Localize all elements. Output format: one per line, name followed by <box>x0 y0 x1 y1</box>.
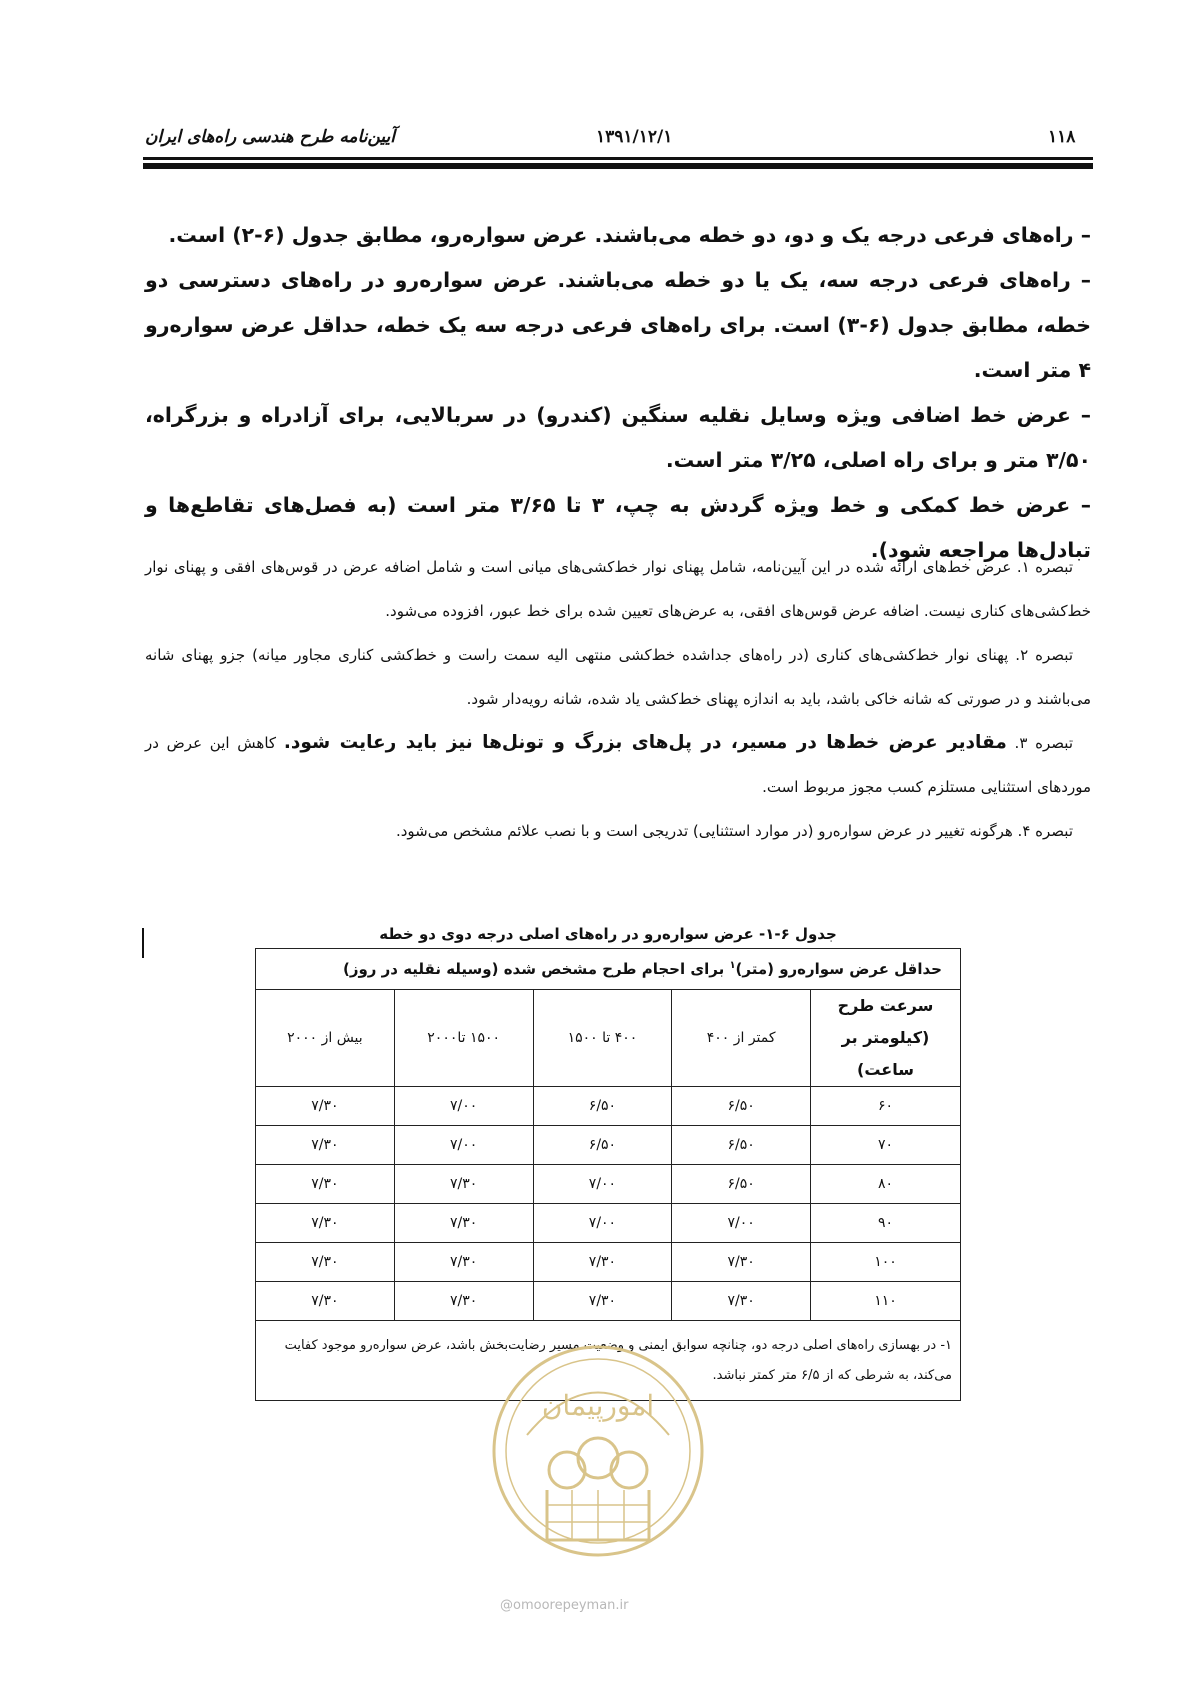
table-cell: ۶/۵۰ <box>672 1165 811 1204</box>
header-rule-thick <box>143 163 1093 169</box>
span-header-rest: برای احجام طرح مشخص شده (وسیله نقلیه در روز) <box>342 960 725 978</box>
table-cell: ۷/۳۰ <box>394 1243 533 1282</box>
watermark-seal-text: امورپیمان <box>541 1389 655 1422</box>
watermark-site: @omoorepeyman.ir <box>500 1598 629 1613</box>
table-cell: ۱۱۰ <box>810 1282 960 1321</box>
table-cell: ۷۰ <box>810 1126 960 1165</box>
table-cell: ۹۰ <box>810 1204 960 1243</box>
table-cell: ۸۰ <box>810 1165 960 1204</box>
table-cell: ۷/۰۰ <box>394 1126 533 1165</box>
note-3-label: تبصره ۳. <box>1014 734 1073 752</box>
footnote-marker: ۱ <box>729 960 736 971</box>
table-cell: ۱۰۰ <box>810 1243 960 1282</box>
bullet-item: – راه‌های فرعی درجه یک و دو، دو خطه می‌باشند. عرض سواره‌رو، مطابق جدول (۶-۲) است. <box>168 223 1091 247</box>
note-3-emphasis: مقادیر عرض خط‌ها در مسیر، در پل‌های بزرگ و تونل‌ها نیز باید رعایت شود. <box>283 732 1007 753</box>
column-header: ۴۰۰ تا ۱۵۰۰ <box>533 990 672 1087</box>
table-row <box>256 1087 961 1126</box>
table-cell: ۷/۳۰ <box>533 1282 672 1321</box>
speed-header-line2: (کیلومتر بر ساعت) <box>841 1028 930 1079</box>
header-date: ۱۳۹۱/۱۲/۱ <box>596 127 673 147</box>
table-cell: ۷/۳۰ <box>394 1165 533 1204</box>
table-row <box>256 1126 961 1165</box>
table-cell: ۷/۳۰ <box>672 1282 811 1321</box>
table-cell: ۷/۳۰ <box>256 1165 395 1204</box>
table-cell: ۷/۳۰ <box>256 1204 395 1243</box>
header-title: آیین‌نامه طرح هندسی راه‌های ایران <box>145 127 395 147</box>
header-rule-thin <box>143 157 1093 160</box>
note-3 <box>145 721 1091 809</box>
table-cell: ۷/۰۰ <box>394 1087 533 1126</box>
column-header: ۱۵۰۰ تا۲۰۰۰ <box>394 990 533 1087</box>
table-cell: ۶۰ <box>810 1087 960 1126</box>
column-header: کمتر از ۴۰۰ <box>672 990 811 1087</box>
table-row <box>256 1165 961 1204</box>
table-cell: ۶/۵۰ <box>533 1126 672 1165</box>
table-row <box>256 1282 961 1321</box>
table-cell: ۶/۵۰ <box>672 1087 811 1126</box>
bullet-item: – راه‌های فرعی درجه سه، یک یا دو خطه می‌باشند. عرض سواره‌رو در راه‌های دسترسی دو خطه، مطابق جدول (۶-۳) است. برای راه‌های فرعی درجه سه یک خطه، حداقل عرض سواره‌رو ۴ متر است. <box>145 268 1091 382</box>
page-number: ۱۱۸ <box>1048 127 1076 147</box>
table-cell: ۷/۳۰ <box>394 1204 533 1243</box>
table-cell: ۷/۰۰ <box>533 1165 672 1204</box>
table-row <box>256 1204 961 1243</box>
bullet-list <box>145 213 1091 573</box>
table-cell: ۶/۵۰ <box>533 1087 672 1126</box>
table-footnote: ۱- در بهسازی راه‌های اصلی درجه دو، چنانچه سوابق ایمنی و وضعیت مسیر رضایت‌بخش باشد، عرض سواره‌رو موجود کفایت می‌کند، به شرطی که از ۶/۵ متر کمتر نباشد. <box>256 1321 961 1401</box>
note-2: تبصره ۲. پهنای نوار خط‌کشی‌های کناری (در راه‌های جداشده خط‌کشی منتهی الیه سمت راست و خط‌کشی کناری مجاور میانه) جزو پهنای شانه می‌باشند و در صورتی که شانه خاکی باشد، باید به اندازه پهنای خط‌کشی یاد شده، شانه رویه‌دار شود. <box>145 646 1091 708</box>
span-header-text: حداقل عرض سواره‌رو (متر) <box>735 960 942 978</box>
table-cell: ۷/۳۰ <box>394 1282 533 1321</box>
table-row <box>256 1243 961 1282</box>
table-cell: ۷/۳۰ <box>533 1243 672 1282</box>
column-header: بیش از ۲۰۰۰ <box>256 990 395 1087</box>
table-cell: ۷/۳۰ <box>256 1126 395 1165</box>
column-header-speed <box>810 990 960 1087</box>
table-cell: ۷/۰۰ <box>533 1204 672 1243</box>
table-span-header <box>256 949 961 990</box>
lane-width-table <box>255 948 961 1401</box>
speed-header-line1: سرعت طرح <box>837 996 934 1015</box>
bullet-item: – عرض خط کمکی و خط ویژه گردش به چپ، ۳ تا ۳/۶۵ متر است (به فصل‌های تقاطع‌ها و تبادل‌ها مراجعه شود). <box>145 493 1091 562</box>
table-cell: ۷/۳۰ <box>256 1087 395 1126</box>
note-4: تبصره ۴. هرگونه تغییر در عرض سواره‌رو (در موارد استثنایی) تدریجی است و با نصب علائم مشخص می‌شود. <box>395 822 1073 840</box>
note-1: تبصره ۱. عرض خط‌های ارائه شده در این آیین‌نامه، شامل پهنای نوار خط‌کشی‌های میانی است و شامل اضافه عرض در قوس‌های افقی و پهنای نوار خط‌کشی‌های کناری نیست. اضافه عرض قوس‌های افقی، به عرض‌های تعیین شده برای خط عبور، افزوده می‌شود. <box>145 558 1091 620</box>
watermark-seal-logo <box>487 1340 709 1562</box>
table-caption: جدول ۶-۱- عرض سواره‌رو در راه‌های اصلی درجه دوی دو خطه <box>379 925 837 943</box>
table-cell: ۷/۳۰ <box>256 1282 395 1321</box>
notes-section <box>145 545 1091 853</box>
table-cell: ۷/۳۰ <box>256 1243 395 1282</box>
table-cell: ۷/۳۰ <box>672 1243 811 1282</box>
text-cursor <box>142 928 144 958</box>
bullet-item: – عرض خط اضافی ویژه وسایل نقلیه سنگین (کندرو) در سربالایی، برای آزادراه و بزرگراه، ۳/۵۰ متر و برای راه اصلی، ۳/۲۵ متر است. <box>145 403 1091 472</box>
table-cell: ۷/۰۰ <box>672 1204 811 1243</box>
table-cell: ۶/۵۰ <box>672 1126 811 1165</box>
note-3-rest: کاهش این عرض در موردهای استثنایی مستلزم کسب مجوز مربوط است. <box>145 734 1091 796</box>
